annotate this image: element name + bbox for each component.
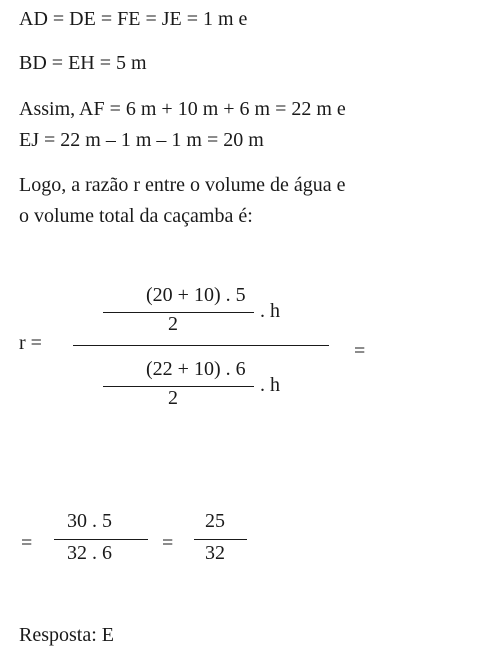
middle-equals: = xyxy=(162,532,174,554)
text-line-segments: AD = DE = FE = JE = 1 m e xyxy=(19,8,248,30)
fraction2-bar xyxy=(194,539,247,540)
numerator-factor: . h xyxy=(260,300,280,322)
fraction1-bar xyxy=(54,539,148,540)
text-line-ratio-intro-cont: o volume total da caçamba é: xyxy=(19,205,253,227)
denominator-factor: . h xyxy=(260,374,280,396)
fraction2-numerator: 25 xyxy=(205,510,225,532)
answer-line: Resposta: E xyxy=(19,624,114,646)
main-fraction-bar xyxy=(73,345,329,346)
numerator-bottom: 2 xyxy=(168,313,178,335)
numerator-top: (20 + 10) . 5 xyxy=(146,284,246,306)
numerator-fraction-bar xyxy=(103,312,254,313)
trailing-equals: = xyxy=(354,340,366,362)
r-label: r = xyxy=(19,332,42,354)
denominator-top: (22 + 10) . 6 xyxy=(146,358,246,380)
text-line-heights: BD = EH = 5 m xyxy=(19,52,147,74)
leading-equals: = xyxy=(21,532,33,554)
denominator-bottom: 2 xyxy=(168,387,178,409)
text-line-ej-diff: EJ = 22 m – 1 m – 1 m = 20 m xyxy=(19,129,264,151)
text-line-ratio-intro: Logo, a razão r entre o volume de água e xyxy=(19,174,346,196)
fraction1-denominator: 32 . 6 xyxy=(67,542,112,564)
fraction1-numerator: 30 . 5 xyxy=(67,510,112,532)
text-line-af-sum: Assim, AF = 6 m + 10 m + 6 m = 22 m e xyxy=(19,98,346,120)
denominator-fraction-bar xyxy=(103,386,254,387)
fraction2-denominator: 32 xyxy=(205,542,225,564)
